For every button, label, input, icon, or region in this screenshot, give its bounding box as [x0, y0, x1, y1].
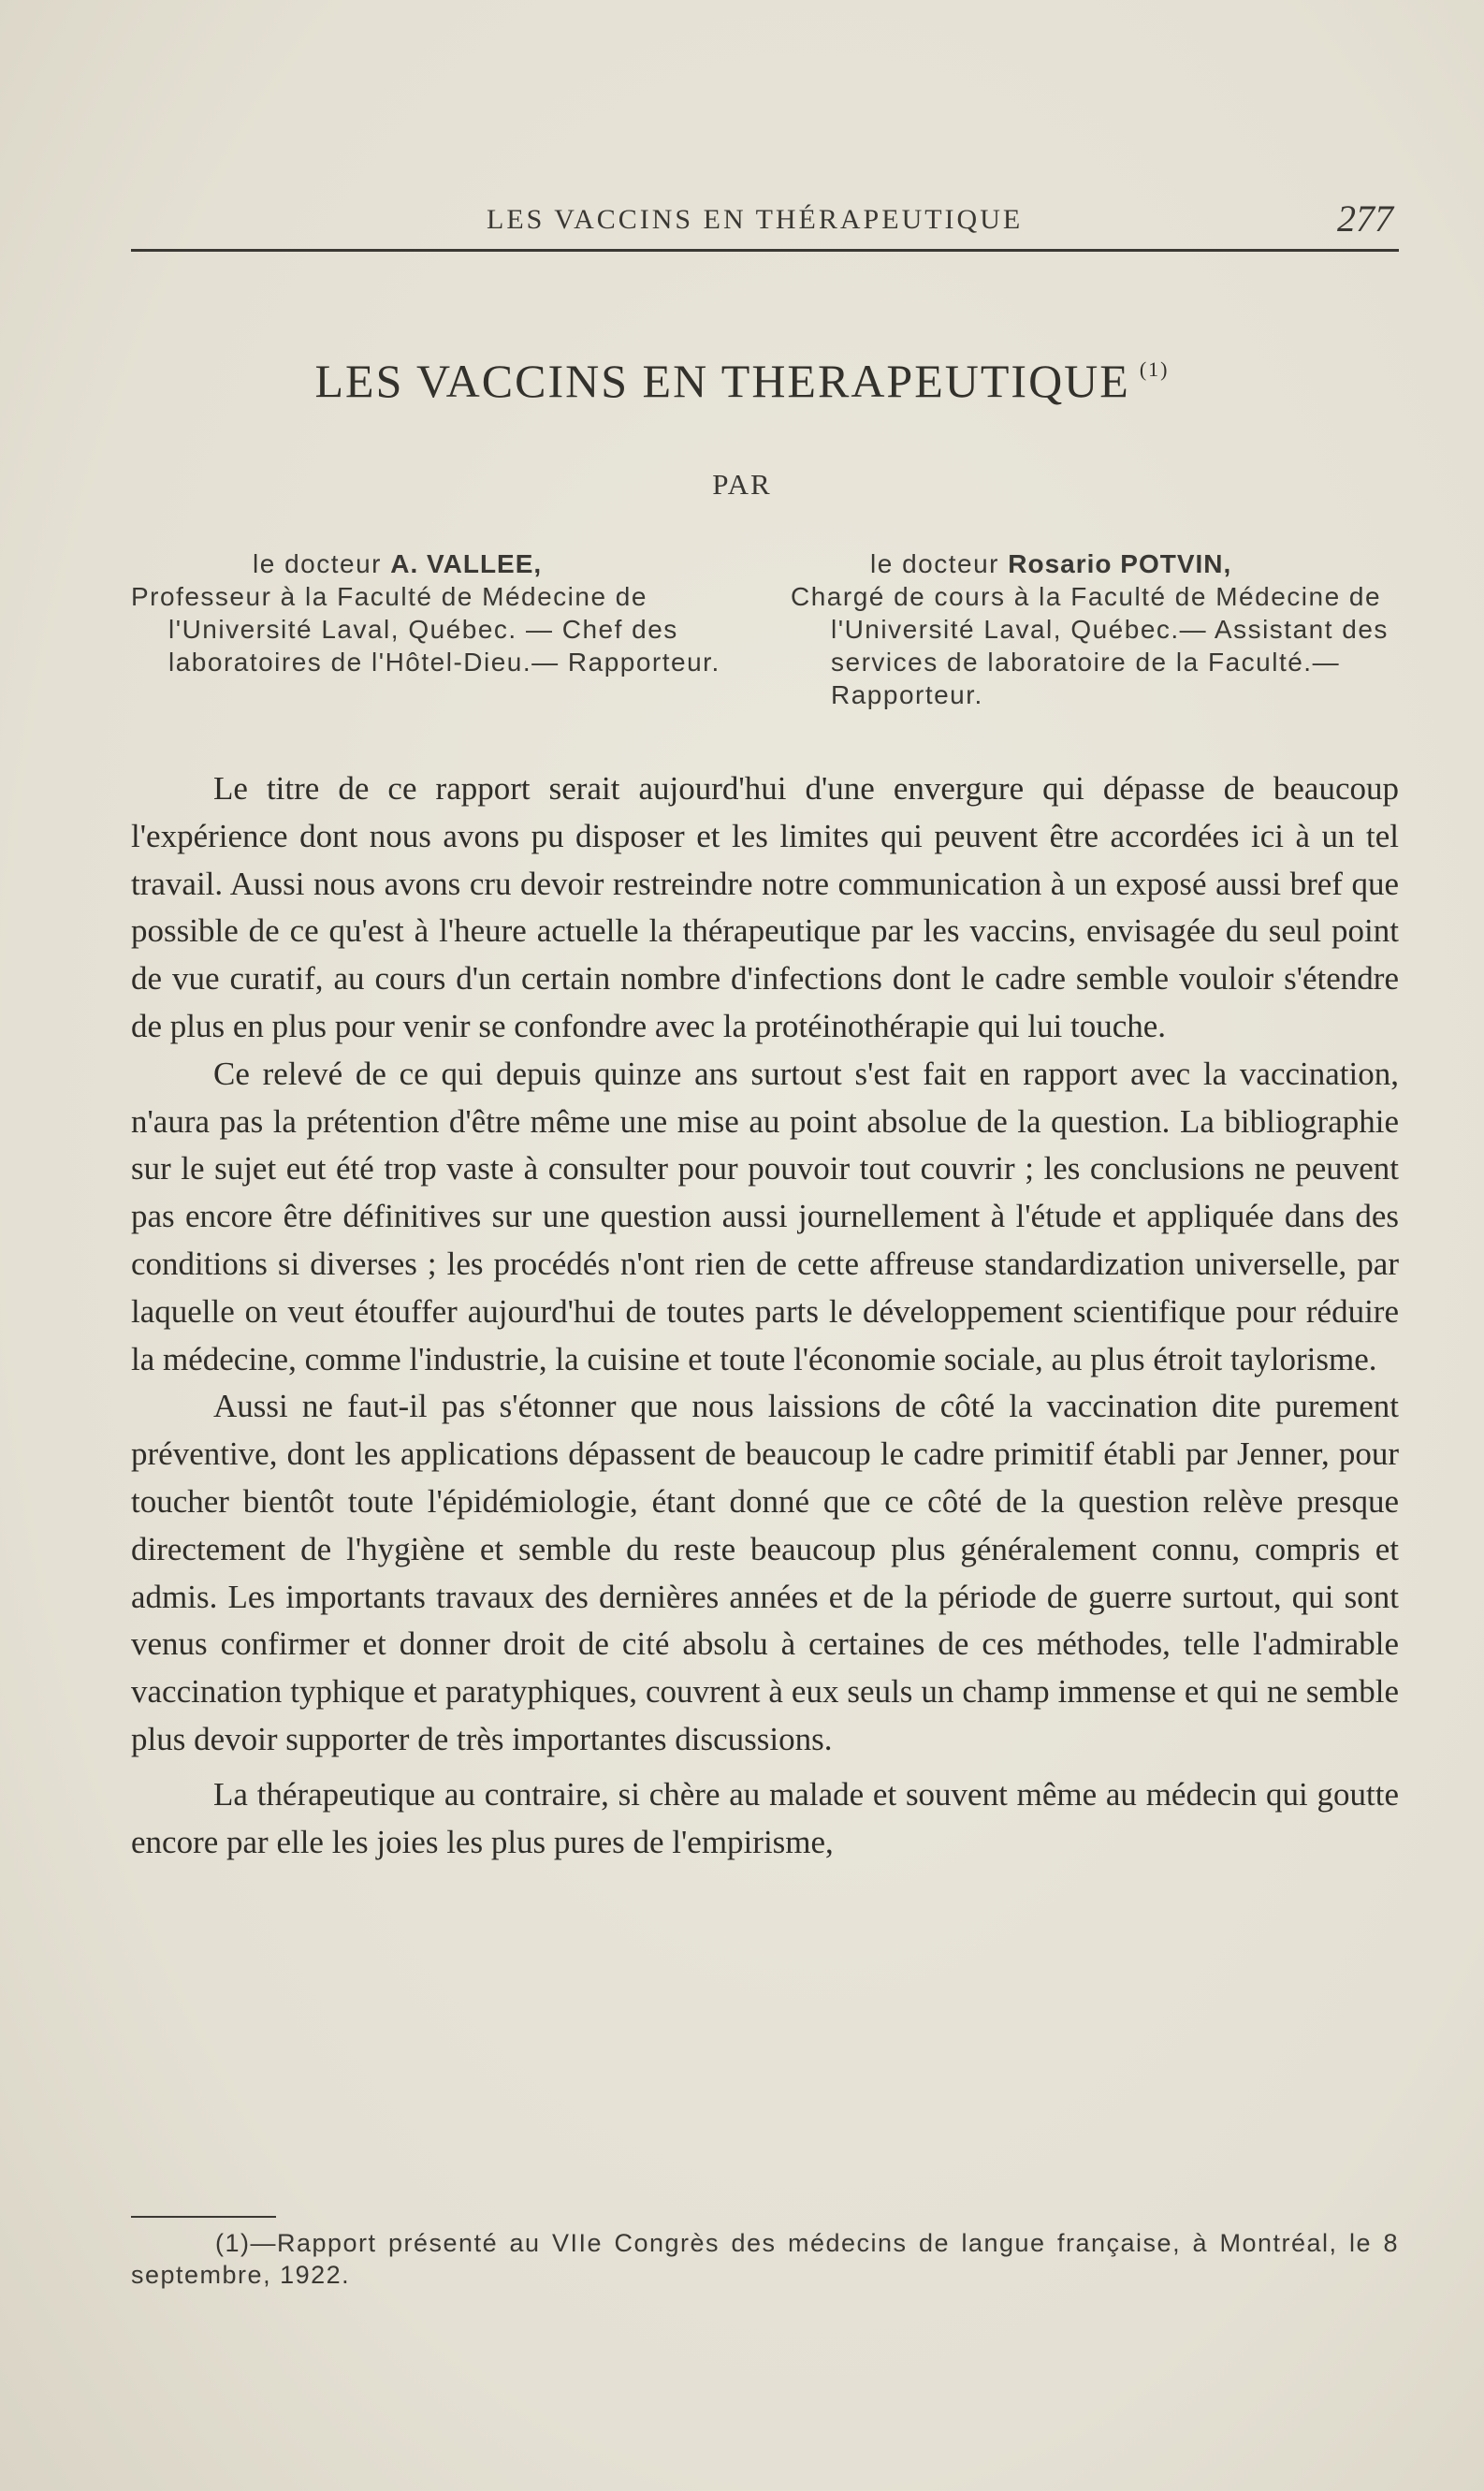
article-title-text: LES VACCINS EN THERAPEUTIQUE	[314, 355, 1130, 407]
byline-par: PAR	[712, 468, 772, 501]
paragraph: Le titre de ce rapport serait aujourd'hui d'une envergure qui dépasse de beaucoup l'expérience dont nous avons pu disposer et les limites qui peuvent être accordées ici à un tel travail. Aussi nous avons cru devoir restreindre notre communication à un exposé aussi bref que possible de ce qu'est à l'heure actuelle la thérapeutique par les vaccins, envisagée du seul point de vue curatif, au cours d'un certain nombre d'infections dont le cadre semble vouloir s'étendre de plus en plus pour venir se confondre avec la protéinothérapie qui lui touche.	[131, 770, 1399, 1044]
footnote-rule	[131, 2216, 276, 2218]
article-title	[0, 354, 1484, 408]
author-affiliation: Chargé de cours à la Faculté de Médecine de l'Université Laval, Québec.— Assistant des services de laboratoire de la Faculté.—Rapporteur.	[791, 582, 1389, 709]
paragraph: Aussi ne faut-il pas s'étonner que nous laissions de côté la vaccination dite purement préventive, dont les applications dépassent de beaucoup le cadre primitif établi par Jenner, pour toucher bientôt toute l'épidémiologie, étant donné que ce côté de la question relève presque directement de l'hygiène et semble du reste beaucoup plus généralement connu, compris et admis. Les importants travaux des dernières années et de la période de guerre surtout, qui sont venus confirmer et donner droit de cité absolu à certaines de ces méthodes, telle l'admirable vaccination typhique et paratyphiques, couvrent à eux seuls un champ immense et qui ne semble plus devoir supporter de très importantes discussions.	[131, 1388, 1399, 1757]
footnote	[131, 2227, 1399, 2291]
author-name-line	[131, 547, 758, 580]
author-prefix: le docteur	[253, 549, 382, 578]
author-block-vallee	[131, 547, 758, 678]
running-head-title: LES VACCINS EN THÉRAPEUTIQUE	[487, 204, 1024, 235]
author-name: Rosario POTVIN,	[1008, 549, 1232, 578]
paragraph: Ce relevé de ce qui depuis quinze ans surtout s'est fait en rapport avec la vaccination, n'aura pas la prétention d'être même une mise au point absolue de la question. La bibliographie sur le sujet eut été trop vaste à consulter pour pouvoir tout couvrir ; les conclusions ne peuvent pas encore être définitives sur une question aussi journellement à l'étude et appliquée dans des conditions si diverses ; les procédés n'ont rien de cette affreuse standardization universelle, par laquelle on veut étouffer aujourd'hui de toutes parts le développement scientifique pour réduire la médecine, comme l'industrie, la cuisine et toute l'économie sociale, au plus étroit taylorisme.	[131, 1055, 1399, 1377]
author-name: A. VALLEE,	[390, 549, 543, 578]
page-number: 277	[1337, 197, 1393, 240]
footnote-text: (1)—Rapport présenté au VIIe Congrès des médecins de langue française, à Montréal, le 8 septembre, 1922.	[131, 2229, 1399, 2289]
author-affiliation: Professeur à la Faculté de Médecine de l'Université Laval, Québec. — Chef des laboratoires de l'Hôtel-Dieu.— Rapporteur.	[131, 582, 720, 677]
paragraph: La thérapeutique au contraire, si chère au malade et souvent même au médecin qui goutte encore par elle les joies les plus pures de l'empirisme,	[131, 1775, 1399, 1860]
running-head	[131, 197, 1399, 252]
author-block-potvin	[791, 547, 1418, 711]
article-body	[131, 765, 1399, 1866]
author-prefix: le docteur	[870, 549, 999, 578]
author-name-line	[791, 547, 1418, 580]
title-footnote-marker: (1)	[1139, 357, 1170, 381]
